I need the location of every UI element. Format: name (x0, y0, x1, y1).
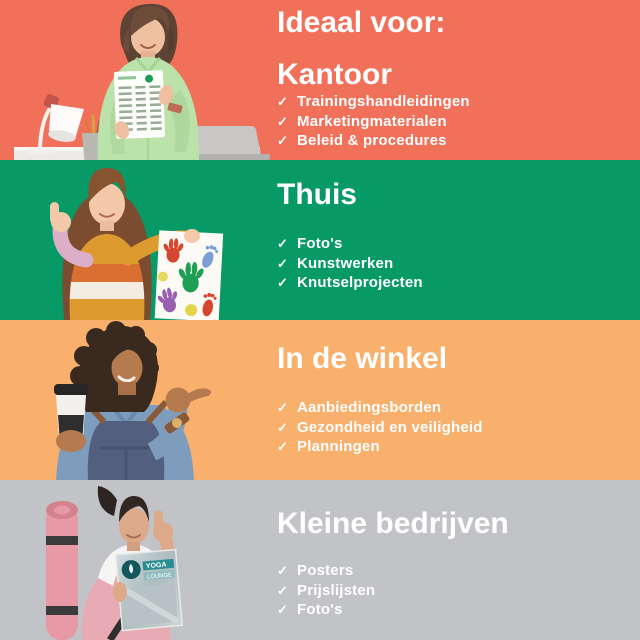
yoga-mat (46, 501, 78, 640)
section-heading-bedrijven: Kleine bedrijven (277, 507, 509, 540)
check-icon: ✓ (277, 419, 289, 435)
check-icon: ✓ (277, 113, 289, 129)
feature-list-winkel (277, 398, 483, 457)
list-item-label: Kunstwerken (297, 254, 394, 272)
section-heading-winkel: In de winkel (277, 342, 448, 375)
list-item-label: Posters (297, 562, 354, 579)
neck (127, 542, 140, 551)
list-item-label: Knutselprojecten (297, 274, 423, 291)
list-item-label: Gezondheid en veiligheid (297, 418, 483, 436)
section-thuis (0, 160, 640, 320)
list-item (277, 561, 375, 581)
thumbs-up-hand (153, 510, 173, 542)
list-item-label: Foto's (297, 601, 343, 618)
check-icon: ✓ (277, 133, 289, 148)
check-icon: ✓ (277, 236, 289, 251)
section-kantoor (0, 0, 640, 160)
list-item-label: Trainingshandleidingen (297, 93, 470, 110)
handprint-artwork (154, 230, 224, 320)
desk-lamp (28, 93, 84, 154)
neck (100, 221, 114, 231)
list-item (277, 112, 470, 132)
poster-title: YOGA (145, 561, 167, 571)
check-icon: ✓ (277, 94, 289, 109)
check-icon: ✓ (277, 602, 289, 617)
check-icon: ✓ (277, 275, 289, 290)
list-item (277, 581, 375, 601)
feature-list-bedrijven (277, 561, 375, 620)
check-icon: ✓ (277, 255, 289, 271)
photo-office-woman (0, 0, 270, 160)
list-item (277, 418, 483, 438)
list-item (277, 273, 423, 293)
list-item-label: Aanbiedingsborden (297, 399, 442, 416)
list-item-label: Beleid & procedures (297, 132, 447, 149)
laptop (188, 126, 270, 160)
check-icon: ✓ (277, 582, 289, 598)
list-item (277, 254, 423, 274)
section-heading-kantoor: Kantoor (277, 58, 392, 91)
feature-list-kantoor (277, 92, 470, 151)
poster-subtitle: LOUNGE (146, 572, 173, 581)
check-icon: ✓ (277, 439, 289, 454)
ponytail (98, 486, 117, 516)
hand-gripping-paper (184, 229, 200, 243)
list-item (277, 600, 375, 620)
list-item (277, 398, 483, 418)
check-icon: ✓ (277, 400, 289, 415)
section-bedrijven (0, 480, 640, 640)
feature-list-thuis (277, 234, 423, 293)
section-heading-thuis: Thuis (277, 178, 357, 211)
list-item-label: Marketingmaterialen (297, 112, 447, 130)
thumbs-up-hand (50, 202, 71, 232)
list-item (277, 92, 470, 112)
list-item (277, 131, 470, 151)
list-item (277, 234, 423, 254)
neck (118, 382, 136, 395)
photo-yoga-woman-poster (0, 480, 270, 640)
photo-girl-artwork (0, 160, 270, 320)
check-icon: ✓ (277, 563, 289, 578)
photo-barista-pointing (0, 320, 270, 480)
list-item (277, 437, 483, 457)
hand-gripping-poster (113, 582, 127, 602)
page-title: Ideaal voor: (277, 6, 446, 39)
section-winkel (0, 320, 640, 480)
list-item-label: Planningen (297, 438, 380, 455)
list-item-label: Foto's (297, 235, 343, 252)
list-item-label: Prijslijsten (297, 581, 376, 599)
